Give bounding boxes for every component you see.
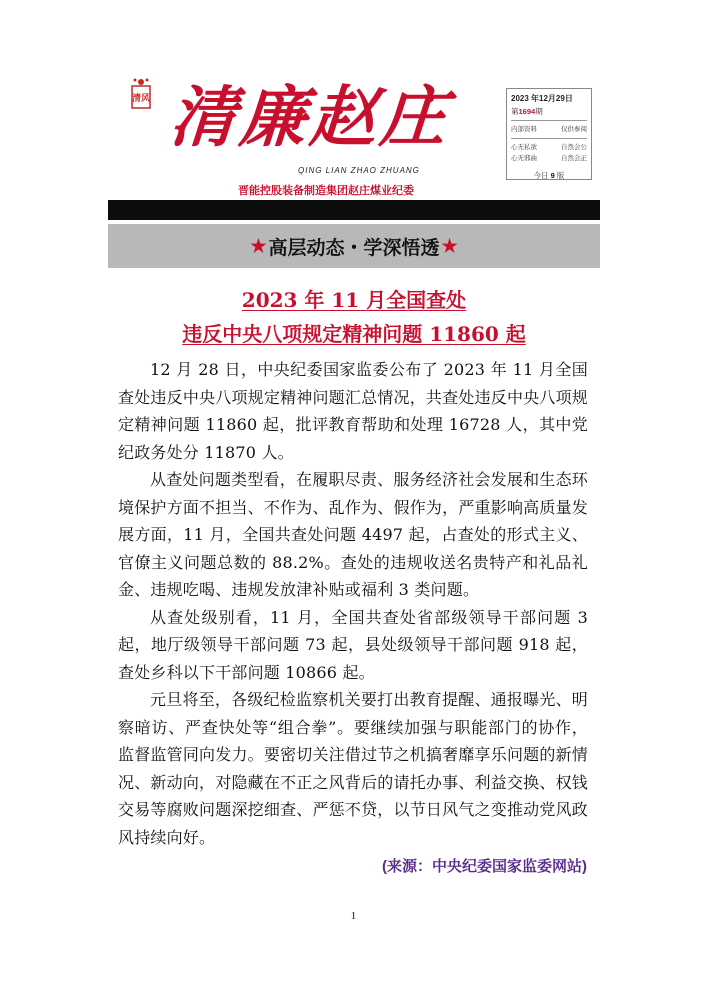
- issue-info-box: [506, 88, 592, 180]
- paragraph: 从查处问题类型看，在履职尽责、服务经济社会发展和生态环境保护方面不担当、不作为、乱作为、假作为，严重影响高质量发展方面，11 月，全国共查处问题 4497 起，占查处的形式主义、官僚主义问题总数的 88.2%。查处的违规收送名贵特产和礼品礼金、违规吃喝、违规发放津补贴或福利 3 类问题。: [118, 470, 588, 599]
- issue-date: 2023 年12月29日: [511, 94, 573, 103]
- headline-line-1: [108, 284, 600, 313]
- motto-text: 自然会正: [561, 155, 587, 162]
- seal-logo: [126, 76, 156, 114]
- motto-text: 心无私欲: [511, 144, 537, 151]
- article-body: [118, 356, 588, 851]
- paragraph: 元旦将至，各级纪检监察机关要打出教育提醒、通报曝光、明察暗访、严查快处等“组合拳”。要继续加强与职能部门的协作，监督监管同向发力。要密切关注借过节之机搞奢靡享乐问题的新情况、新动向，对隐藏在不正之风背后的请托办事、利益交换、权钱交易等腐败问题深挖细查、严惩不贷，以节日风气之变推动党风政风持续向好。: [118, 690, 588, 847]
- page-number: 1: [350, 910, 357, 922]
- issue-prefix: 第: [511, 107, 519, 116]
- headline-line-2: [108, 318, 600, 347]
- divider: [511, 120, 587, 121]
- pages-prefix: 今日: [533, 171, 549, 180]
- star-icon: ★: [441, 235, 458, 257]
- motto-text: 自然会公: [561, 144, 587, 151]
- star-icon: ★: [250, 235, 267, 257]
- masthead-pinyin: QING LIAN ZHAO ZHUANG: [298, 166, 420, 175]
- motto-row-3: [511, 153, 587, 164]
- organization-name: 晋能控股装备制造集团赵庄煤业纪委: [238, 184, 414, 197]
- paragraph: 12 月 28 日，中央纪委国家监委公布了 2023 年 11 月全国查处违反中央八项规定精神问题汇总情况，共查处违反中央八项规定精神问题 11860 起，批评教育帮助和处理 16728 人，其中党纪政务处分 11870 人。: [118, 360, 588, 462]
- issue-suffix: 期: [535, 107, 543, 116]
- headline-text: 2023 年 11 月全国查处: [241, 288, 467, 312]
- motto-text: 心无邪曲: [511, 155, 537, 162]
- motto-row-2: [511, 142, 587, 153]
- pages-suffix: 版: [556, 171, 565, 180]
- motto-text: 内部资料: [511, 126, 537, 133]
- black-banner-bar: [108, 200, 600, 220]
- headline-text: 违反中央八项规定精神问题 11860 起: [182, 322, 526, 346]
- page-count: [511, 170, 587, 181]
- motto-row-1: [511, 124, 587, 135]
- section-title-text: 高层动态・学深悟透: [268, 236, 440, 259]
- divider: [511, 138, 587, 139]
- section-banner: [108, 224, 600, 268]
- section-title: [248, 233, 459, 260]
- seal-icon: [126, 76, 156, 114]
- article-source: (来源：中央纪委国家监委网站): [382, 858, 587, 875]
- issue-number: 1694: [518, 107, 536, 116]
- pages-count: 9: [550, 171, 555, 180]
- masthead-title: 清廉赵庄: [167, 78, 453, 156]
- motto-text: 仅供参阅: [561, 126, 587, 133]
- paragraph: 从查处级别看，11 月，全国共查处省部级领导干部问题 3 起，地厅级领导干部问题 73 起，县处级领导干部问题 918 起，查处乡科以下干部问题 10866 起。: [118, 607, 588, 682]
- seal-text: 清风: [131, 94, 151, 104]
- issue-number-line: [511, 106, 587, 117]
